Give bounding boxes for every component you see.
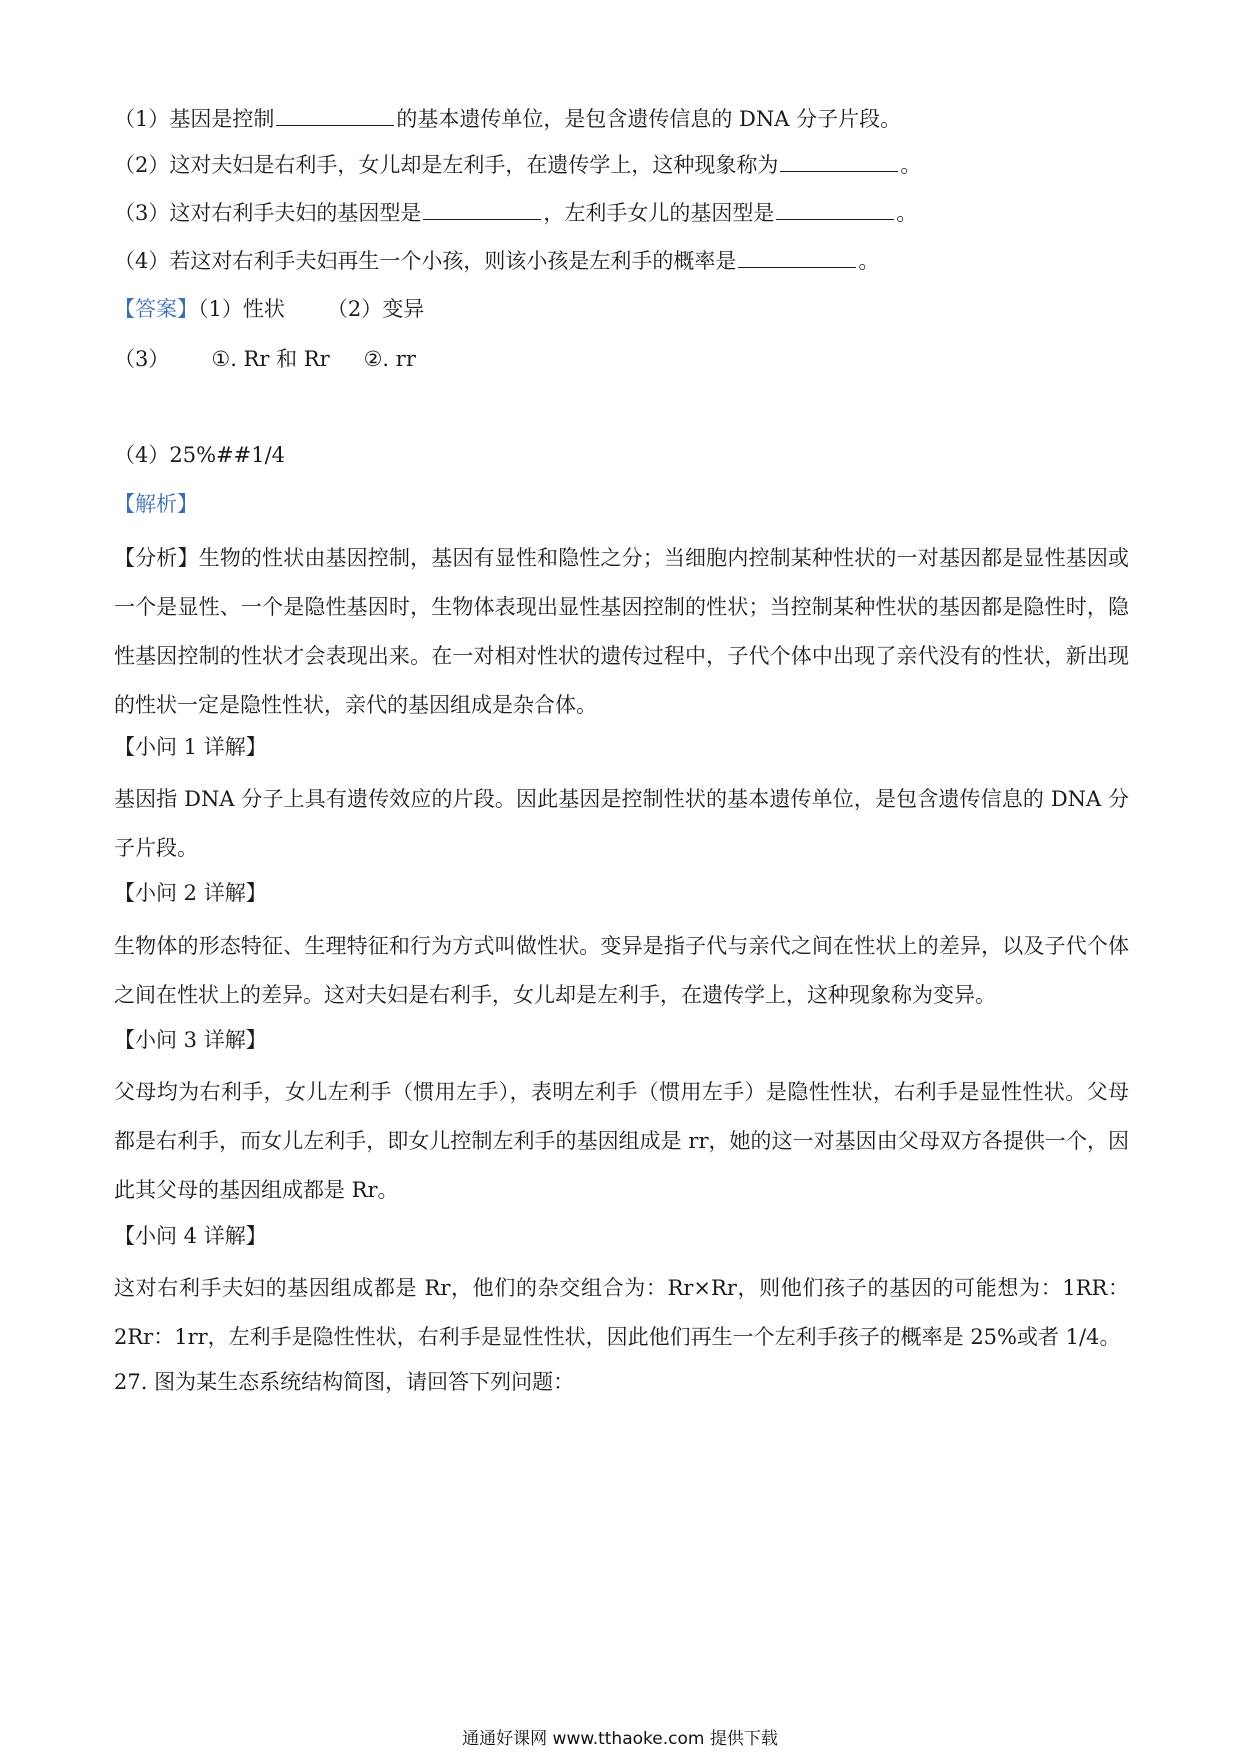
detail-3-text: 父母均为右利手，女儿左利手（惯用左手），表明左利手（惯用左手）是隐性性状，右利手是显性性状。父母都是右利手，而女儿左利手，即女儿控制左利手的基因组成是 rr，她的这一对基因由父母双方各提供一个，因此其父母的基因组成都是 Rr。 (114, 1080, 1129, 1202)
question-1 (114, 104, 901, 134)
question-4-text: （4）若这对右利手夫妇再生一个小孩，则该小孩是左利手的概率是 (114, 249, 737, 273)
answer-blank (776, 199, 894, 220)
answer-label: 【答案】 (114, 297, 198, 321)
question-3-text: （3）这对右利手夫妇的基因型是 (114, 201, 422, 225)
detail-1-text: 基因指 DNA 分子上具有遗传效应的片段。因此基因是控制性状的基本遗传单位，是包含遗传信息的 DNA 分子片段。 (114, 787, 1129, 860)
detail-3-label: 【小问 3 详解】 (114, 1028, 267, 1052)
detail-1-label: 【小问 1 详解】 (114, 735, 267, 759)
footer-source: 通通好课网 www.tthaoke.com 提供下载 (462, 1729, 778, 1749)
answer-4: （4）25%##1/4 (114, 443, 286, 467)
answer-row-4 (114, 440, 285, 470)
answer-blank (423, 199, 541, 220)
answer-row-3 (114, 344, 416, 374)
answer-3-part-2: ②. rr (363, 347, 416, 371)
question-3-middle: ，左利手女儿的基因型是 (543, 201, 775, 225)
analysis-intro-label: 【分析】 (114, 546, 199, 570)
answer-3-part-1: ①. Rr 和 Rr (211, 347, 330, 371)
question-3-tail: 。 (896, 201, 918, 225)
detail-4-text: 这对右利手夫妇的基因组成都是 Rr，他们的杂交组合为：Rr×Rr，则他们孩子的基因的可能想为：1RR：2Rr：1rr，左利手是隐性性状，右利手是显性性状，因此他们再生一个左利手孩子的概率是 25%或者 1/4。 (114, 1276, 1129, 1349)
answer-blank (276, 105, 394, 126)
question-3 (114, 198, 917, 228)
question-2-tail: 。 (900, 153, 922, 177)
detail-4-label: 【小问 4 详解】 (114, 1224, 267, 1248)
question-1-tail: 的基本遗传单位，是包含遗传信息的 DNA 分子片段。 (396, 107, 902, 131)
detail-2-text: 生物体的形态特征、生理特征和行为方式叫做性状。变异是指子代与亲代之间在性状上的差异，以及子代个体之间在性状上的差异。这对夫妇是右利手，女儿却是左利手，在遗传学上，这种现象称为变异。 (114, 934, 1129, 1007)
analysis-intro (114, 534, 1129, 730)
detail-2-label: 【小问 2 详解】 (114, 881, 267, 905)
answer-row-1 (114, 294, 424, 324)
answer-blank (780, 151, 898, 172)
next-question: 27. 图为某生态系统结构简图，请回答下列问题： (114, 1370, 575, 1394)
answer-1: （1）性状 (198, 297, 285, 321)
analysis-intro-text: 生物的性状由基因控制，基因有显性和隐性之分；当细胞内控制某种性状的一对基因都是显性基因或一个是显性、一个是隐性基因时，生物体表现出显性基因控制的性状；当控制某种性状的基因都是隐性时，隐性基因控制的性状才会表现出来。在一对相对性状的遗传过程中，子代个体中出现了亲代没有的性状，新出现的性状一定是隐性性状，亲代的基因组成是杂合体。 (114, 546, 1130, 717)
answer-3-label: （3） (114, 347, 170, 371)
question-4 (114, 246, 879, 276)
question-4-tail: 。 (858, 249, 880, 273)
question-2-text: （2）这对夫妇是右利手，女儿却是左利手，在遗传学上，这种现象称为 (114, 153, 779, 177)
answer-blank (738, 247, 856, 268)
question-1-text: （1）基因是控制 (114, 107, 275, 131)
answer-2: （2）变异 (326, 297, 425, 321)
analysis-label: 【解析】 (114, 492, 198, 516)
question-2 (114, 150, 921, 180)
